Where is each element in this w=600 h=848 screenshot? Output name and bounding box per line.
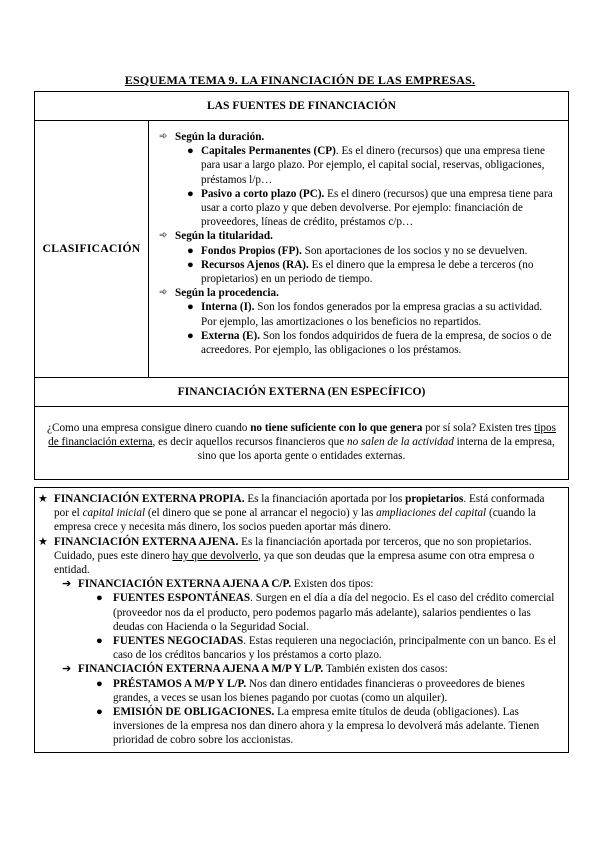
clasificacion-content	[149, 121, 568, 377]
group-procedencia: ➾ Según la procedencia.	[159, 287, 279, 300]
arrow-bullet-icon: ➾	[159, 230, 168, 242]
list-item: ● Interna (I). Son los fondos generados por la empresa gracias a su actividad. Por ejemplo, las amortizaciones o los beneficios no repartidos.	[187, 301, 543, 328]
bullet-icon: ●	[187, 301, 194, 314]
ajena-lp-item: ➔ FINANCIACIÓN EXTERNA AJENA A M/P Y L/P. También existen dos casos:	[62, 663, 448, 676]
fuentes-header: LAS FUENTES DE FINANCIACIÓN	[35, 92, 568, 121]
ajena-item: ★ FINANCIACIÓN EXTERNA AJENA. Es la financiación aportada por terceros, que no son propietarios. Cuidado, pues este dinero hay que devolverlo, ya que son deudas que la empresa asume con otra empresa o entidad.	[38, 535, 535, 577]
list-item: ● PRÉSTAMOS A M/P Y L/P. Nos dan dinero entidades financieras o proveedores de bienes grandes, a veces se usan los bienes pagando por cuotas (como un alquiler).	[96, 677, 525, 704]
group-titularidad: ➾ Según la titularidad.	[159, 230, 273, 243]
bullet-icon: ●	[96, 635, 103, 648]
bullet-icon: ●	[187, 329, 194, 342]
star-icon: ★	[38, 535, 49, 548]
list-item: ● Fondos Propios (FP). Son aportaciones de los socios y no se devuelven.	[187, 244, 528, 257]
bullet-icon: ●	[187, 187, 194, 200]
list-item: ● EMISIÓN DE OBLIGACIONES. La empresa emite títulos de deuda (obligaciones). Las inversiones de la empresa nos dan dinero ahora y la empresa lo devolverá más adelante. Tienen prioridad de cobro sobre los accionistas.	[96, 706, 540, 747]
arrow-bullet-icon: ➾	[159, 287, 168, 299]
arrow-bullet-icon: ➾	[159, 131, 168, 142]
document-title: ESQUEMA TEMA 9. LA FINANCIACIÓN DE LAS EMPRESAS.	[124, 73, 476, 87]
bullet-icon: ●	[187, 244, 194, 257]
bullet-icon: ●	[187, 145, 194, 158]
list-item: ● FUENTES NEGOCIADAS. Estas requieren una negociación, principalmente con un banco. Es el caso de los créditos bancarios y los préstamos a corto plazo.	[96, 635, 557, 662]
list-item: ● Externa (E). Son los fondos adquiridos de fuera de la empresa, de socios o de acreedores. Por ejemplo, las obligaciones o los préstamos.	[187, 329, 552, 357]
list-item: ● Pasivo a corto plazo (PC). Es el dinero (recursos) que una empresa tiene para usar a corto plazo y que deben devolverse. Por ejemplo: financiación de proveedores, líneas de crédito, préstamos c/p…	[187, 187, 553, 229]
star-icon: ★	[38, 493, 49, 505]
externa-intro: ¿Como una empresa consigue dinero cuando no tiene suficiente con lo que genera por sí sola? Existen tres tipos de financiación externa, es decir aquellos recursos financieros que no salen de la actividad interna de la empresa, sino que los aporta gente o entidades externas.	[47, 422, 556, 463]
fuentes-table	[34, 91, 569, 480]
list-item: ● FUENTES ESPONTÁNEAS. Surgen en el día a día del negocio. Es el caso del crédito comercial (proveedor nos da el producto, pero podemos pagarlo más adelante), salarios pendientes o las deudas con Hacienda o la Seguridad Social.	[96, 592, 555, 633]
bullet-icon: ●	[96, 592, 103, 605]
list-item: ● Capitales Permanentes (CP). Es el dinero (recursos) que una empresa tiene para usar a largo plazo. Por ejemplo, el capital social, reservas, obligaciones, préstamos l/p…	[187, 145, 545, 186]
arrow-right-icon: ➔	[62, 578, 72, 591]
ajena-cp-item: ➔ FINANCIACIÓN EXTERNA AJENA A C/P. Existen dos tipos:	[62, 578, 374, 591]
propia-item: ★ FINANCIACIÓN EXTERNA PROPIA. Es la financiación aportada por los propietarios. Está conformada por el capital inicial (el dinero que se pone al arrancar el negocio) y las ampliaciones del capital (cuando la empresa crece y necesita más dinero, los socios pueden aportar más dinero.	[38, 493, 545, 534]
list-item: ● Recursos Ajenos (RA). Es el dinero que la empresa le debe a terceros (no propietarios) en un periodo de tiempo.	[187, 258, 534, 286]
clasificacion-label: CLASIFICACIÓN	[35, 121, 149, 377]
tipos-externa-box	[34, 487, 569, 753]
bullet-icon: ●	[96, 677, 103, 690]
group-duracion: ➾ Según la duración.	[159, 131, 265, 143]
bullet-icon: ●	[96, 706, 103, 719]
arrow-right-icon: ➔	[62, 663, 72, 676]
bullet-icon: ●	[187, 258, 194, 271]
externa-header: FINANCIACIÓN EXTERNA (EN ESPECÍFICO)	[35, 377, 568, 407]
